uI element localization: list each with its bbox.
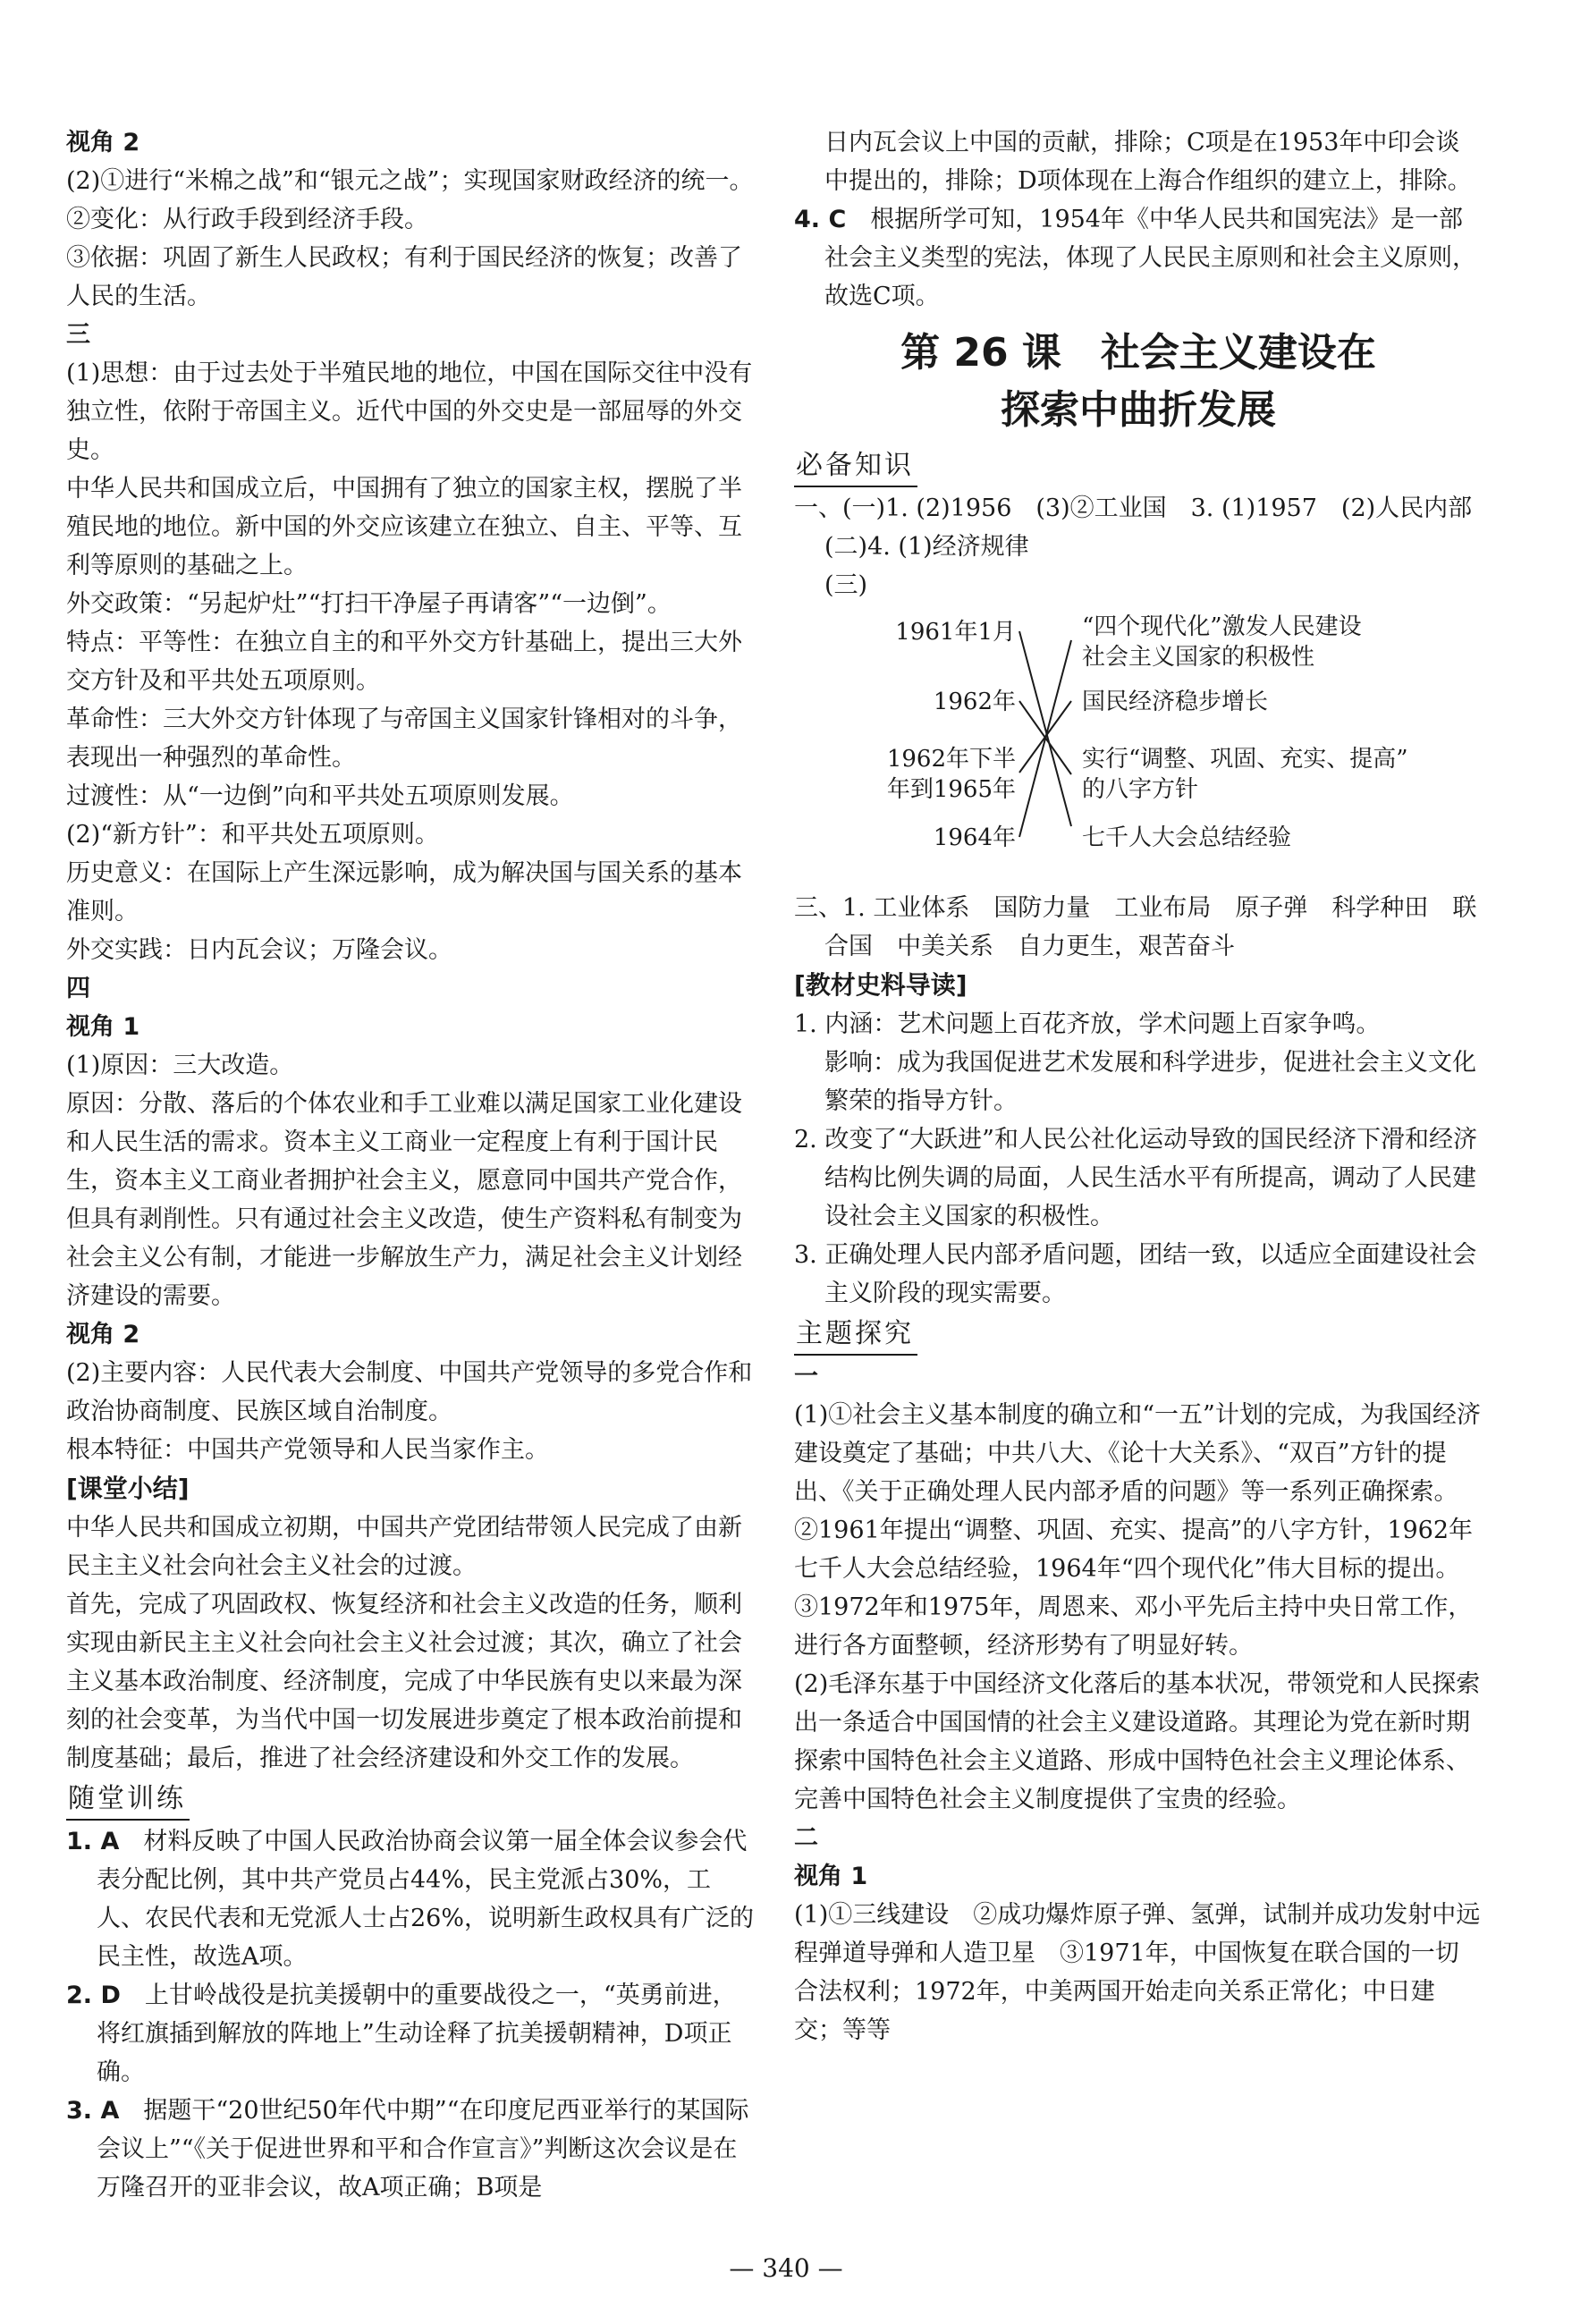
paragraph: (1)思想：由于过去处于半殖民地的地位，中国在国际交往中没有独立性，依附于帝国主义。近代中国的外交史是一部屈辱的外交史。 xyxy=(66,359,753,464)
heading-si: 四 xyxy=(66,975,90,1002)
event-label-eight-character-policy xyxy=(1082,744,1408,805)
lesson-title xyxy=(794,325,1483,439)
answer-text: 根据所学可知，1954年《中华人民共和国宪法》是一部社会主义类型的宪法，体现了人民民主原则和社会主义原则，故选C项。 xyxy=(824,206,1476,310)
answer-number: 4. C xyxy=(794,206,847,233)
paragraph: 中华人民共和国成立后，中国拥有了独立的国家主权，摆脱了半殖民地的地位。新中国的外交应该建立在独立、自主、平等、互利等原则的基础之上。 xyxy=(66,475,742,579)
section-zhuti-tanjiu: 主题探究 xyxy=(794,1316,917,1356)
match-line-1964 xyxy=(1019,640,1071,837)
answer-number: 1. A xyxy=(66,1828,120,1855)
paragraph: 特点：平等性：在独立自主的和平外交方针基础上，提出三大外交方针及和平共处五项原则。 xyxy=(66,629,742,695)
lesson-title-line1: 第 26 课 社会主义建设在 xyxy=(900,330,1376,376)
paragraph: 中华人民共和国成立初期，中国共产党团结带领人民完成了由新民主主义社会向社会主义社会的过渡。 xyxy=(66,1514,742,1580)
paragraph: ③1972年和1975年，周恩来、邓小平先后主持中央日常工作，进行各方面整顿，经济形势有了明显好转。 xyxy=(794,1593,1473,1660)
answer-continuation: 日内瓦会议上中国的贡献，排除；C项是在1953年中印会谈中提出的，排除；D项体现在上海合作组织的建立上，排除。 xyxy=(824,129,1472,195)
left-column xyxy=(66,123,755,2207)
event-line1: “四个现代化”激发人民建设 xyxy=(1082,613,1362,640)
event-line1: 实行“调整、巩固、充实、提高” xyxy=(1082,746,1408,773)
paragraph: (2)毛泽东基于中国经济文化落后的基本状况，带领党和人民探索出一条适合中国国情的社会主义建设道路。其理论为党在新时期探索中国特色社会主义道路、形成中国特色社会主义理论体系、完善中国特色社会主义制度提供了宝贵的经验。 xyxy=(794,1670,1481,1813)
timeline-label-line2: 年到1965年 xyxy=(886,776,1016,803)
paragraph: 外交实践：日内瓦会议；万隆会议。 xyxy=(66,936,452,964)
paragraph: (2)主要内容：人民代表大会制度、中国共产党领导的多党合作和政治协商制度、民族区域自治制度。 xyxy=(66,1359,753,1425)
heading-shijiao-1b: 视角 1 xyxy=(794,1863,868,1890)
heading-yi: 一 xyxy=(794,1363,818,1390)
heading-san: 三 xyxy=(66,321,90,349)
paragraph: ②变化：从行政手段到经济手段。 xyxy=(66,206,428,233)
answer-item xyxy=(66,1822,755,1976)
lesson-title-line2: 探索中曲折发展 xyxy=(1001,387,1276,433)
timeline-label-line1: 1962年下半 xyxy=(886,746,1016,773)
answer-item xyxy=(66,1976,755,2092)
paragraph: 革命性：三大外交方针体现了与帝国主义国家针锋相对的斗争，表现出一种强烈的革命性。 xyxy=(66,706,742,772)
paragraph: (2)①进行“米棉之战”和“银元之战”；实现国家财政经济的统一。 xyxy=(66,167,754,195)
paragraph: 一、(一)1. (2)1956 (3)②工业国 3. (1)1957 (2)人民内部 (二)4. (1)经济规律 xyxy=(794,494,1497,561)
paragraph: 首先，完成了巩固政权、恢复经济和社会主义改造的任务，顺利实现由新民主主义社会向社会主义社会过渡；其次，确立了社会主义基本政治制度、经济制度，完成了中华民族有史以来最为深刻的社会变革，为当代中国一切发展进步奠定了根本政治前提和制度基础；最后，推进了社会经济建设和外交工作的发展。 xyxy=(66,1591,742,1772)
answer-item xyxy=(66,2092,755,2207)
section-bibei-zhishi: 必备知识 xyxy=(794,448,917,487)
paragraph: 历史意义：在国际上产生深远影响，成为解决国与国关系的基本准则。 xyxy=(66,859,742,925)
answer-text: 据题干“20世纪50年代中期”“在印度尼西亚举行的某国际会议上”“《关于促进世界和平和合作宣言》”判断这次会议是在万隆召开的亚非会议，故A项正确；B项是 xyxy=(97,2097,749,2201)
paragraph: 1. 内涵：艺术问题上百花齐放，学术问题上百家争鸣。 xyxy=(794,1010,1381,1038)
timeline-matching-diagram xyxy=(794,604,1483,889)
paragraph: (2)“新方针”：和平共处五项原则。 xyxy=(66,821,439,849)
paragraph: (1)原因：三大改造。 xyxy=(66,1052,294,1079)
event-line2: 社会主义国家的积极性 xyxy=(1082,644,1315,671)
paragraph: 3. 正确处理人民内部矛盾问题，团结一致，以适应全面建设社会主义阶段的现实需要。 xyxy=(794,1241,1477,1307)
paragraph: (1)①三线建设 ②成功爆炸原子弹、氢弹，试制并成功发射中远程弹道导弹和人造卫星 ③1971年，中国恢复在联合国的一切合法权利；1972年，中美两国开始走向关系正常化；中日建交；等等 xyxy=(794,1901,1481,2044)
timeline-label-1962-1965 xyxy=(887,744,1016,805)
event-label-four-modernizations xyxy=(1082,612,1362,672)
section-suitang-xunlian: 随堂训练 xyxy=(66,1781,190,1821)
timeline-label-1964: 1964年 xyxy=(933,824,1016,851)
paragraph: 三、1. 工业体系 国防力量 工业布局 原子弹 科学种田 联合国 中美关系 自力更生，艰苦奋斗 xyxy=(794,894,1477,960)
heading-shijiao-1: 视角 1 xyxy=(66,1013,140,1041)
match-line-1961 xyxy=(1019,631,1071,826)
paragraph: ③依据：巩固了新生人民政权；有利于国民经济的恢复；改善了人民的生活。 xyxy=(66,244,742,310)
paragraph: (1)①社会主义基本制度的确立和“一五”计划的完成，为我国经济建设奠定了基础；中共八大、《论十大关系》、“双百”方针的提出、《关于正确处理人民内部矛盾的问题》等一系列正确探索。 xyxy=(794,1401,1481,1506)
answer-text: 上甘岭战役是抗美援朝中的重要战役之一，“英勇前进，将红旗插到解放的阵地上”生动诠释了抗美援朝精神，D项正确。 xyxy=(97,1982,737,2086)
answer-number: 2. D xyxy=(66,1982,121,2009)
heading-shijiao-2: 视角 2 xyxy=(66,129,140,156)
heading-jiaocai-shiliao: [教材史料导读] xyxy=(794,970,968,1000)
paragraph: 过渡性：从“一边倒”向和平共处五项原则发展。 xyxy=(66,782,574,810)
timeline-label-1961: 1961年1月 xyxy=(895,619,1016,646)
page-number: — 340 — xyxy=(729,2253,843,2283)
paragraph: (三) xyxy=(824,571,868,599)
answer-item xyxy=(794,200,1483,316)
paragraph: 原因：分散、落后的个体农业和手工业难以满足国家工业化建设和人民生活的需求。资本主义工商业一定程度上有利于国计民生，资本主义工商业者拥护社会主义，愿意同中国共产党合作，但具有剥削性。只有通过社会主义改造，使生产资料私有制变为社会主义公有制，才能进一步解放生产力，满足社会主义计划经济建设的需要。 xyxy=(66,1090,742,1310)
heading-ketang-xiaojie: [课堂小结] xyxy=(66,1474,190,1503)
paragraph: 影响：成为我国促进艺术发展和科学进步，促进社会主义文化繁荣的指导方针。 xyxy=(824,1049,1476,1115)
paragraph: 2. 改变了“大跃进”和人民公社化运动导致的国民经济下滑和经济结构比例失调的局面，人民生活水平有所提高，调动了人民建设社会主义国家的积极性。 xyxy=(794,1126,1477,1230)
paragraph: 外交政策：“另起炉灶”“打扫干净屋子再请客”“一边倒”。 xyxy=(66,590,672,618)
paragraph: ②1961年提出“调整、巩固、充实、提高”的八字方针，1962年七千人大会总结经验，1964年“四个现代化”伟大目标的提出。 xyxy=(794,1517,1474,1583)
heading-er: 二 xyxy=(794,1824,818,1852)
event-label-seven-thousand-conference: 七千人大会总结经验 xyxy=(1082,824,1292,851)
answer-number: 3. A xyxy=(66,2097,120,2125)
timeline-label-1962: 1962年 xyxy=(933,689,1016,715)
heading-shijiao-2b: 视角 2 xyxy=(66,1321,140,1348)
event-label-economy-growth: 国民经济稳步增长 xyxy=(1082,689,1269,715)
answer-text: 材料反映了中国人民政治协商会议第一届全体会议参会代表分配比例，其中共产党员占44%，民主党派占30%，工人、农民代表和无党派人士占26%，说明新生政权具有广泛的民主性，故选A项。 xyxy=(97,1828,755,1971)
paragraph: 根本特征：中国共产党领导和人民当家作主。 xyxy=(66,1436,549,1464)
right-column xyxy=(794,123,1497,2049)
event-line2: 的八字方针 xyxy=(1082,776,1199,803)
